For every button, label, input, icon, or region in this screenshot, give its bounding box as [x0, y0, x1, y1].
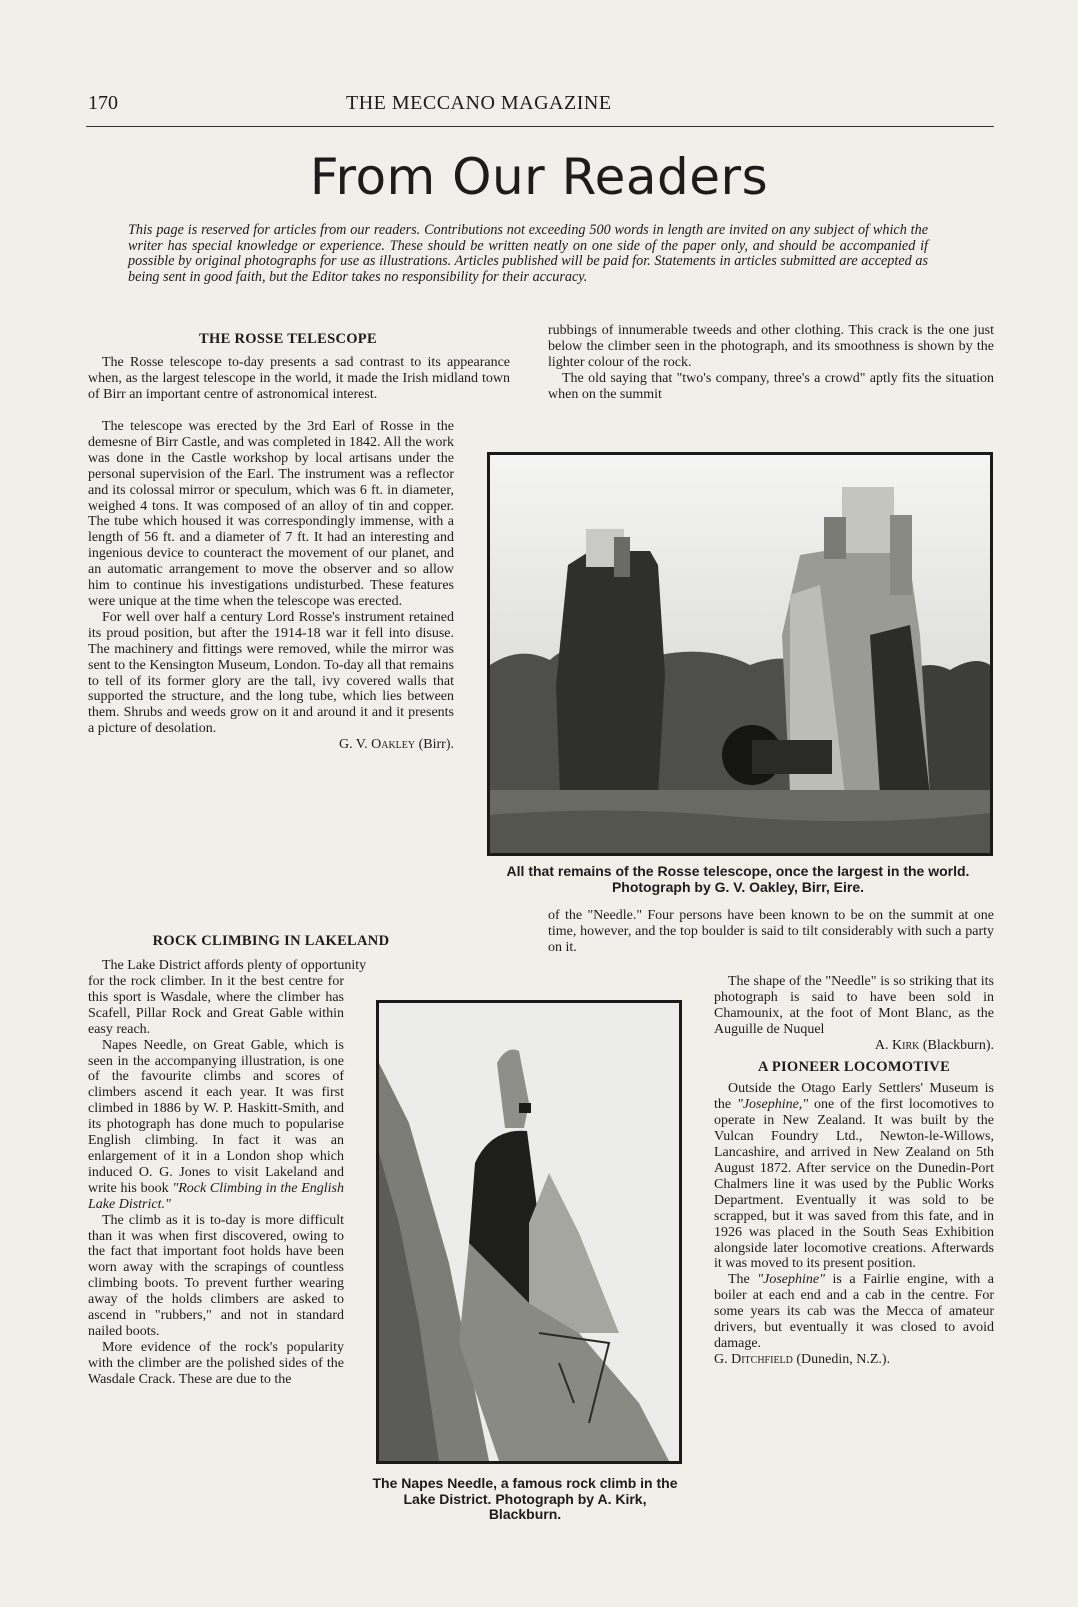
rock-p7-text: of the "Needle." Four persons have been known to be on the summit at one time, however, and the top boulder is said to tilt considerably with such a party on it. — [548, 908, 994, 955]
loco-p1-rest: one of the first locomotives to operate in New Zealand. It was built by the Vulcan Foundry Ltd., Newton-le-Willows, Lancashire, and arrived in New Zealand on 5th August 1872. After service on the Dunedin-Port Chalmers line it was used by the Public Works Department. Eventually it was sold to be scrapped, but it was saved from this fate, and in 1926 was placed in the South Seas Exhibition alongside later locomotive creations. Afterwards it was moved to its present position. — [714, 1097, 995, 1272]
rock-signature-name: A. Kirk — [874, 1037, 920, 1053]
rock-p3-text: The climb as it is to-day is more difficult than it was when first discovered, owing to the fact that important foot holds have been worn away with the scrapings of countless climbing boots. To prevent further wearing away of the holds climbers are asked to ascend in "rubbers," and not in standard nailed boots. — [88, 1212, 344, 1339]
rosse-telescope-photo — [487, 452, 993, 856]
rosse-signature-place: (Birr). — [418, 737, 454, 753]
loco-p2-lead: The — [728, 1272, 750, 1288]
loco-signature — [714, 1352, 994, 1368]
rock-signature — [714, 1038, 994, 1054]
rock-p4-text: More evidence of the rock's popularity with the climber are the polished sides of the Wasdale Crack. These are due to the — [88, 1339, 344, 1387]
section-title: From Our Readers — [309, 148, 769, 206]
page-number: 170 — [88, 92, 118, 114]
rock-p5-text: rubbings of innumerable tweeds and other clothing. This crack is the one just below the climber seen in the photograph, and its smoothness is shown by the lighter colour of the rock. — [548, 323, 994, 370]
loco-p1-text — [714, 1081, 994, 1272]
loco-p1-name: "Josephine," — [736, 1097, 809, 1113]
rock-heading: ROCK CLIMBING IN LAKELAND — [152, 933, 390, 949]
header-rule — [86, 126, 994, 127]
rosse-telescope-illustration — [490, 455, 990, 853]
loco-heading: A PIONEER LOCOMOTIVE — [757, 1058, 951, 1075]
rosse-caption: All that remains of the Rosse telescope, once the largest in the world. Photograph by G. V. Oakley, Birr, Eire. — [506, 863, 970, 895]
rosse-p3-text: For well over half a century Lord Rosse's instrument retained its proud position, but after the 1914-18 war it fell into disuse. The machinery and fittings were removed, while the mirror was sent to the Kensington Museum, London. To-day all that remains to tell of its former glory are the tall, ivy covered walls that supported the structure, and the long tube, which lies between them. Shrubs and weeds grow on it and around it and it presents a picture of desolation. — [88, 609, 454, 737]
rock-paragraph-1-full — [88, 958, 510, 974]
magazine-title: THE MECCANO MAGAZINE — [346, 92, 612, 114]
rock-p1-lead: The Lake District affords plenty of opportunity — [102, 958, 367, 973]
rock-p1-rest: for the rock climber. In it the best centre for this sport is Wasdale, where the climber has Scafell, Pillar Rock and Great Gable within easy reach. — [88, 974, 344, 1037]
napes-needle-photo — [376, 1000, 682, 1464]
rock-continuation-right — [714, 974, 994, 1368]
intro-text: This page is reserved for articles from our readers. Contributions not exceeding 500 words in length are invited on any subject of which the writer has special knowledge or experience. These should be written neatly on one side of the paper only, and should be accompanied if possible by original photographs for use as illustrations. Articles published will be paid for. Statements in articles submitted are accepted as being sent in good faith, but the Editor takes no responsibility for their accuracy. — [128, 222, 928, 286]
rosse-column-narrow — [88, 419, 454, 753]
rock-continuation-middle — [548, 908, 994, 956]
rock-p6-text: The old saying that "two's company, three's a crowd" aptly fits the situation when on the summit — [548, 370, 994, 402]
rock-column-left — [88, 974, 344, 1388]
loco-signature-name: G. Ditchfield — [714, 1351, 793, 1367]
rosse-paragraph-1 — [88, 355, 510, 403]
rosse-p2-text: The telescope was erected by the 3rd Earl of Rosse in the demesne of Birr Castle, and was completed in 1842. All the work was done in the Castle workshop by local artisans under the personal supervision of the Earl. The instrument was a reflector and its colossal mirror or speculum, which was 6 ft. in diameter, weighed 4 tons. It was composed of an alloy of tin and copper. The tube which housed it was correspondingly immense, with a length of 56 ft. and a diameter of 7 ft. It had an interesting and ingenious device to counteract the movement of our planet, and an automatic arrangement to move the observer and so allow him to continue his investigations undisturbed. These features were unique at the time when the telescope was erected. — [88, 419, 454, 609]
rosse-heading: THE ROSSE TELESCOPE — [199, 331, 377, 347]
loco-signature-place: (Dunedin, N.Z.). — [796, 1351, 891, 1367]
loco-p1-lead: Outside the Otago Early Settlers' Museum is the — [714, 1081, 994, 1113]
rock-p8-text: The shape of the "Needle" is so striking that its photograph is said to have been sold in Chamounix, at the foot of Mont Blanc, as the Auguille de Nuquel — [714, 974, 994, 1037]
rock-book-title: "Rock Climbing in the English Lake District." — [88, 1180, 344, 1212]
loco-p2-text — [714, 1272, 994, 1352]
rock-continuation-top — [548, 323, 994, 403]
loco-p2-name: "Josephine" — [757, 1272, 826, 1288]
rock-signature-place: (Blackburn). — [922, 1037, 994, 1053]
rock-p2-text — [88, 1038, 344, 1213]
rosse-signature-name: G. V. Oakley — [338, 737, 416, 753]
napes-needle-illustration — [379, 1003, 679, 1461]
napes-caption: The Napes Needle, a famous rock climb in the Lake District. Photograph by A. Kirk, Blackburn. — [372, 1475, 678, 1523]
rosse-signature — [88, 737, 454, 753]
loco-p2-rest: is a Fairlie engine, with a boiler at each end and a cab in the centre. For some years its cab was the Mecca of amateur drivers, but eventually it was closed to avoid damage. — [714, 1272, 994, 1351]
rock-p2-body: Napes Needle, on Great Gable, which is seen in the accompanying illustration, is one of the favourite climbs and scores of climbers ascend it each year. It was first climbed in 1886 by W. P. Haskitt-Smith, and its photograph has done much to popularise English climbing. In fact it was an enlargement of it in a London shop which induced O. G. Jones to visit Lakeland and write his book — [88, 1037, 344, 1196]
rosse-p1-text: The Rosse telescope to-day presents a sad contrast to its appearance when, as the largest telescope in the world, it made the Irish midland town of Birr an important centre of astronomical interest. — [88, 355, 510, 402]
